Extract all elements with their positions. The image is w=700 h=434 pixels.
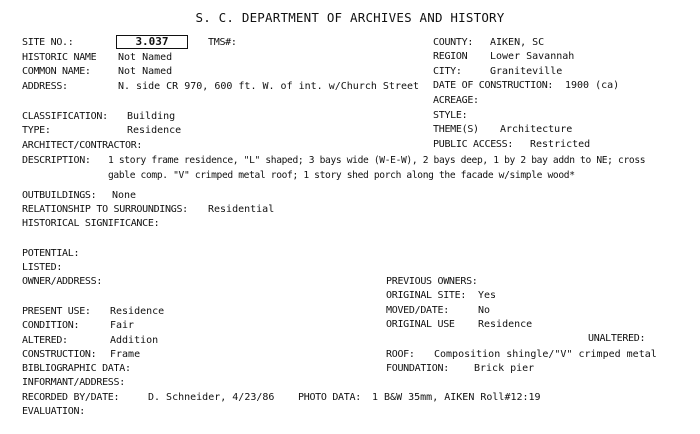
bibliographic-label: BIBLIOGRAPHIC DATA: <box>22 363 131 374</box>
recorded-label: RECORDED BY/DATE: <box>22 392 120 403</box>
historic-name-label: HISTORIC NAME <box>22 52 97 63</box>
historical-significance-label: HISTORICAL SIGNIFICANCE: <box>22 218 160 229</box>
common-name-label: COMMON NAME: <box>22 66 91 77</box>
informant-label: INFORMANT/ADDRESS: <box>22 377 125 388</box>
original-site-value: Yes <box>478 290 497 301</box>
moved-label: MOVED/DATE: <box>386 305 449 316</box>
classification-value: Building <box>127 111 176 122</box>
county-label: COUNTY: <box>433 37 474 48</box>
outbuildings-value: None <box>112 190 137 201</box>
present-use-label: PRESENT USE: <box>22 306 91 317</box>
relationship-value: Residential <box>208 204 275 215</box>
acreage-label: ACREAGE: <box>433 95 479 106</box>
description-line-2: gable comp. "V" crimped metal roof; 1 story shed porch along the facade w/simple wood* <box>108 170 575 181</box>
unaltered-label: UNALTERED: <box>588 333 646 344</box>
photo-label: PHOTO DATA: <box>298 392 361 403</box>
date-value: 1900 (ca) <box>565 80 620 91</box>
type-label: TYPE: <box>22 125 51 136</box>
county-value: AIKEN, SC <box>490 37 545 48</box>
region-value: Lower Savannah <box>490 51 575 62</box>
city-label: CITY: <box>433 66 462 77</box>
original-site-label: ORIGINAL SITE: <box>386 290 467 301</box>
outbuildings-label: OUTBUILDINGS: <box>22 190 97 201</box>
classification-label: CLASSIFICATION: <box>22 111 108 122</box>
region-label: REGION <box>433 51 468 62</box>
roof-value: Composition shingle/"V" crimped metal <box>434 349 657 360</box>
foundation-label: FOUNDATION: <box>386 363 449 374</box>
roof-label: ROOF: <box>386 349 415 360</box>
recorded-value: D. Schneider, 4/23/86 <box>148 392 275 403</box>
construction-label: CONSTRUCTION: <box>22 349 97 360</box>
altered-label: ALTERED: <box>22 335 68 346</box>
description-label: DESCRIPTION: <box>22 155 91 166</box>
architect-label: ARCHITECT/CONTRACTOR: <box>22 140 143 151</box>
description-line-1: 1 story frame residence, "L" shaped; 3 bays wide (W-E-W), 2 bays deep, 1 by 2 bay addn to NE; cross <box>108 155 646 166</box>
site-no-label: SITE NO.: <box>22 37 74 48</box>
original-use-label: ORIGINAL USE <box>386 319 455 330</box>
photo-value: 1 B&W 35mm, AIKEN Roll#12:19 <box>372 392 541 403</box>
moved-value: No <box>478 305 491 316</box>
present-use-value: Residence <box>110 306 165 317</box>
common-name-value: Not Named <box>118 66 173 77</box>
condition-value: Fair <box>110 320 135 331</box>
previous-owners-label: PREVIOUS OWNERS: <box>386 276 478 287</box>
tms-label: TMS#: <box>208 37 237 48</box>
original-use-value: Residence <box>478 319 533 330</box>
site-no-value: 3.037 <box>116 35 188 49</box>
address-value: N. side CR 970, 600 ft. W. of int. w/Church Street <box>118 81 420 92</box>
address-label: ADDRESS: <box>22 81 68 92</box>
type-value: Residence <box>127 125 182 136</box>
relationship-label: RELATIONSHIP TO SURROUNDINGS: <box>22 204 188 215</box>
listed-label: LISTED: <box>22 262 63 273</box>
public-access-value: Restricted <box>530 139 591 150</box>
construction-value: Frame <box>110 349 141 360</box>
foundation-value: Brick pier <box>474 363 535 374</box>
owner-label: OWNER/ADDRESS: <box>22 276 103 287</box>
style-label: STYLE: <box>433 110 468 121</box>
city-value: Graniteville <box>490 66 563 77</box>
date-label: DATE OF CONSTRUCTION: <box>433 80 554 91</box>
theme-value: Architecture <box>500 124 573 135</box>
condition-label: CONDITION: <box>22 320 80 331</box>
evaluation-label: EVALUATION: <box>22 406 85 417</box>
potential-label: POTENTIAL: <box>22 248 80 259</box>
page-title: S. C. DEPARTMENT OF ARCHIVES AND HISTORY <box>195 10 505 25</box>
altered-value: Addition <box>110 335 159 346</box>
historic-name-value: Not Named <box>118 52 173 63</box>
theme-label: THEME(S) <box>433 124 479 135</box>
public-access-label: PUBLIC ACCESS: <box>433 139 514 150</box>
